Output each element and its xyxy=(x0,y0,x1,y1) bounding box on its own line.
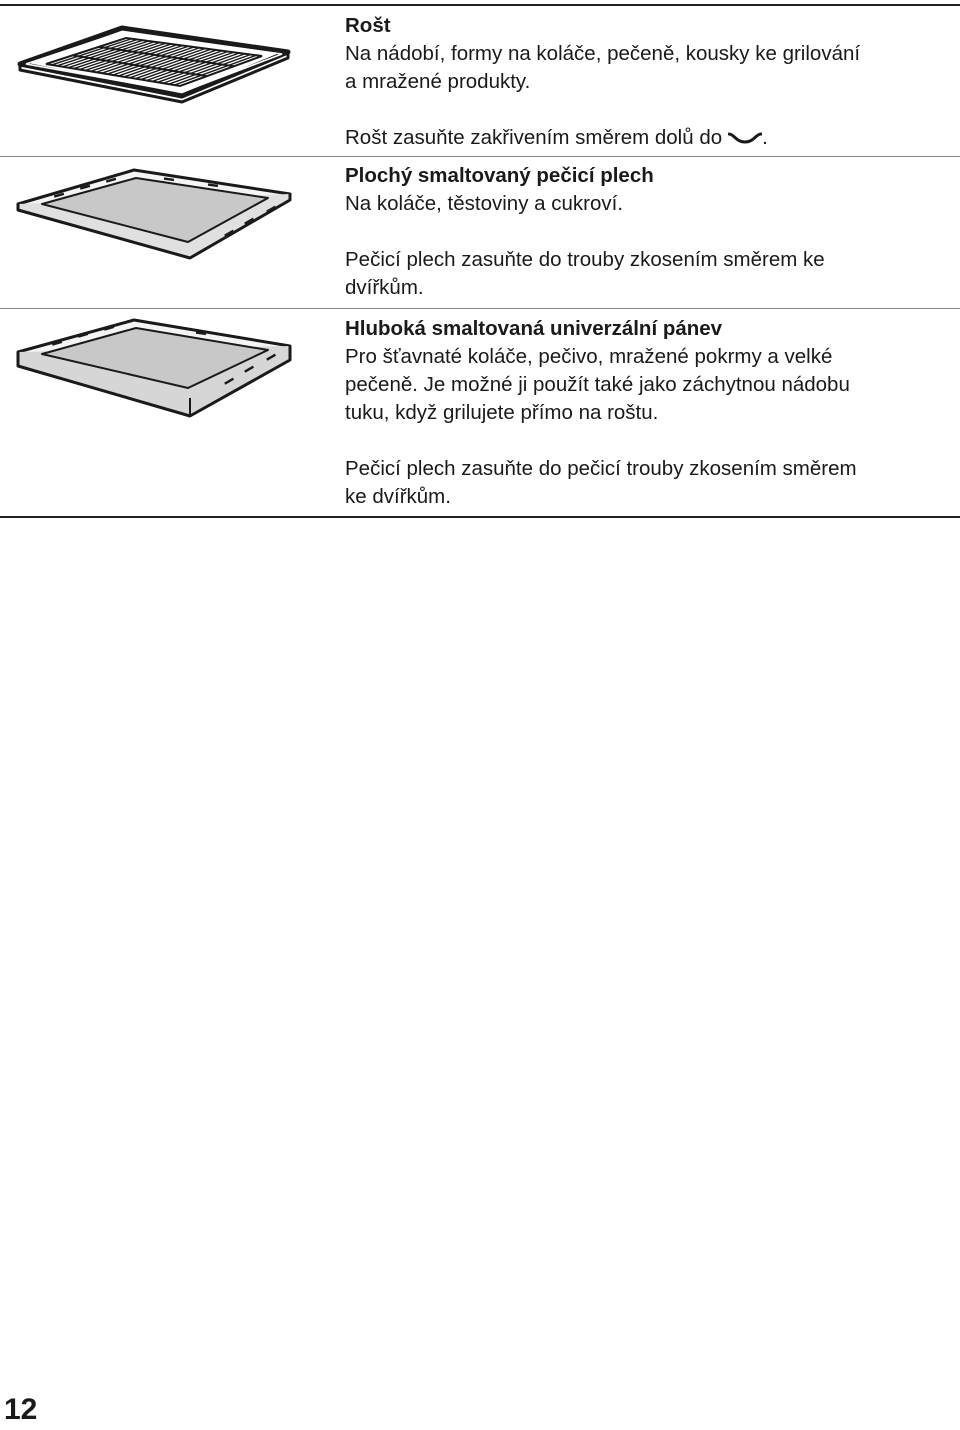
instruction-text: Rošt zasuňte zakřivením směrem dolů do xyxy=(345,126,723,149)
deep-universal-pan-icon xyxy=(12,316,294,425)
section-title-rack: Rošt xyxy=(345,14,391,37)
section-title-flat-tray: Plochý smaltovaný pečicí plech xyxy=(345,164,654,187)
section-deep-pan xyxy=(345,315,945,511)
wire-rack-icon xyxy=(12,14,294,109)
section-description-line: Na nádobí, formy na koláče, pečeně, kousky ke grilování xyxy=(345,42,861,65)
section-description-line: tuku, když grilujete přímo na roštu. xyxy=(345,401,659,424)
section-title-deep-pan: Hluboká smaltovaná univerzální pánev xyxy=(345,317,723,340)
bottom-rule xyxy=(0,516,960,518)
section-flat-tray xyxy=(345,162,945,302)
section-description-line: Na koláče, těstoviny a cukroví. xyxy=(345,192,624,215)
flat-baking-tray-icon xyxy=(12,164,294,265)
section-description-line: pečeně. Je možné ji použít také jako záchytnou nádobu xyxy=(345,373,850,396)
section-instruction-line: Pečicí plech zasuňte do trouby zkosením směrem ke xyxy=(345,248,825,271)
section-instruction-line: Pečicí plech zasuňte do pečicí trouby zkosením směrem xyxy=(345,457,857,480)
instruction-suffix: . xyxy=(762,126,768,149)
top-rule xyxy=(0,4,960,6)
section-instruction-line: dvířkům. xyxy=(345,276,424,299)
section-divider xyxy=(0,156,960,157)
section-instruction-line: ke dvířkům. xyxy=(345,485,451,508)
page-number: 12 xyxy=(4,1393,38,1426)
section-description-line: a mražené produkty. xyxy=(345,70,531,93)
section-rack xyxy=(345,12,945,153)
section-description-line: Pro šťavnaté koláče, pečivo, mražené pokrmy a velké xyxy=(345,345,833,368)
section-instruction xyxy=(345,124,945,153)
curve-down-icon xyxy=(728,125,762,153)
section-divider xyxy=(0,308,960,309)
